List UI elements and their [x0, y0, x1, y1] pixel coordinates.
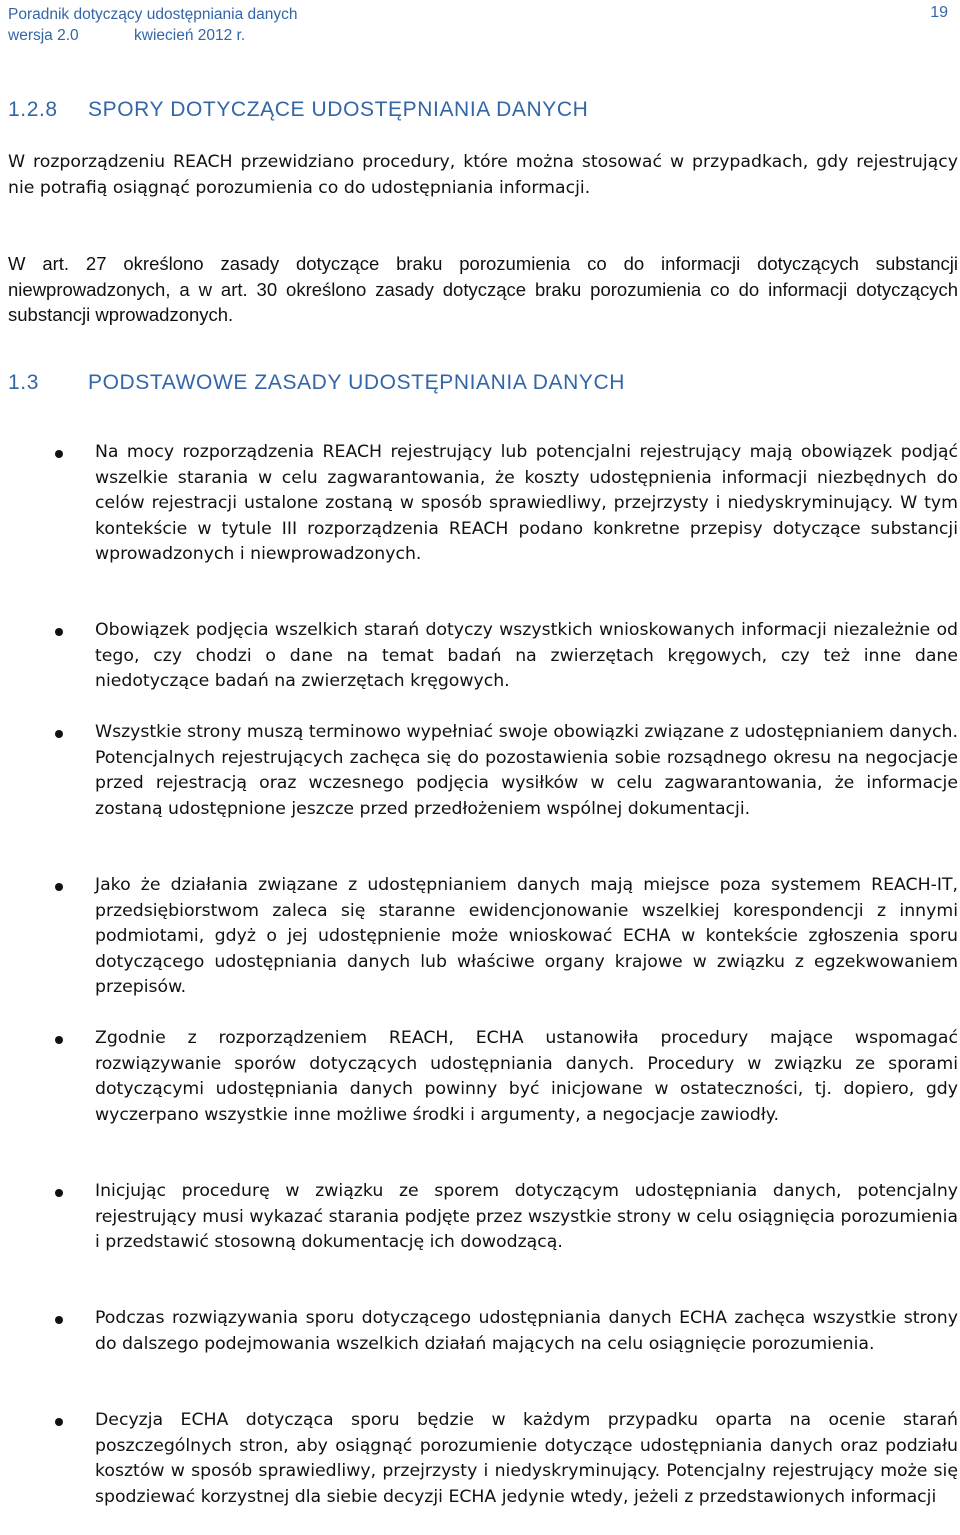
list-item-text: Jako że działania związane z udostępnianiem danych mają miejsce poza systemem REACH-IT, przedsiębiorstwom zaleca się staranne ewidencjonowanie wszelkiej korespondencji z innymi podmiotami, gdyż o jej udostępnienie może wnioskować ECHA w kontekście zgłoszenia sporu dotyczącego udostępniania danych lub właściwe organy krajowe w związku z egzekwowaniem przepisów.	[95, 875, 958, 998]
bullet-icon	[55, 1189, 63, 1197]
list-item-text: Wszystkie strony muszą terminowo wypełniać swoje obowiązki związane z udostępnianiem danych. Potencjalnych rejestrujących zachęca się do pozostawienia sobie rozsądnego okresu na negocjacje przed rejestracją oraz wczesnego podjęcia wysiłków w celu zagwarantowania, że informacje zostaną udostępnione jeszcze przed przedłożeniem wspólnej dokumentacji.	[95, 722, 958, 819]
list-item-text: Inicjując procedurę w związku ze sporem dotyczącym udostępniania danych, potencjalny rejestrujący musi wykazać starania podjęte przez wszystkie strony w celu osiągnięcia porozumienia i przedstawić stosowną dokumentację ich dowodzącą.	[95, 1181, 958, 1253]
list-item-text: Obowiązek podjęcia wszelkich starań dotyczy wszystkich wnioskowanych informacji niezależnie od tego, czy chodzi o dane na temat badań na zwierzętach kręgowych, czy też inne dane niedotyczące badań na zwierzętach kręgowych.	[95, 620, 958, 692]
version: wersja 2.0	[8, 27, 79, 44]
section-title: SPORY DOTYCZĄCE UDOSTĘPNIANIA DANYCH	[88, 98, 589, 121]
version-row	[8, 25, 298, 46]
list-item-text: Zgodnie z rozporządzeniem REACH, ECHA ustanowiła procedury mające wspomagać rozwiązywanie sporów dotyczących udostępniania danych. Procedury w związku ze sporami dotyczącymi udostępniania danych powinny być inicjowane w ostateczności, tj. dopiero, gdy wyczerpano wszystkie inne możliwe środki i argumenty, a negocjacje zawiodły.	[95, 1028, 958, 1125]
section-heading-1-3	[8, 369, 625, 397]
bullet-icon	[55, 1316, 63, 1324]
paragraph-reach-procedures: W rozporządzeniu REACH przewidziano procedury, które można stosować w przypadkach, gdy rejestrujący nie potrafią osiągnąć porozumienia co do udostępniania informacji.	[8, 152, 958, 198]
paragraph-articles: W art. 27 określono zasady dotyczące braku porozumienia co do informacji dotyczących substancji niewprowadzonych, a w art. 30 określono zasady dotyczące braku porozumienia co do informacji dotyczących substancji wprowadzonych.	[8, 253, 958, 326]
list-item-text: Decyzja ECHA dotycząca sporu będzie w każdym przypadku oparta na ocenie starań poszczególnych stron, aby osiągnąć porozumienie dotyczące udostępniania danych oraz podziału kosztów w sposób sprawiedliwy, przejrzysty i niedyskryminujący. Potencjalny rejestrujący może się spodziewać korzystnej dla siebie decyzji ECHA jedynie wtedy, jeżeli z przedstawionych informacji	[95, 1410, 958, 1507]
list-item-text: Na mocy rozporządzenia REACH rejestrujący lub potencjalni rejestrujący mają obowiązek podjąć wszelkie starania w celu zagwarantowania, że koszty udostępnienia informacji niezbędnych do celów rejestracji ustalone zostaną w sposób sprawiedliwy, przejrzysty i niedyskryminujący. W tym kontekście w tytule III rozporządzenia REACH podano konkretne przepisy dotyczące substancji wprowadzonych i niewprowadzonych.	[95, 442, 958, 565]
bullet-icon	[55, 730, 63, 738]
bullet-icon	[55, 628, 63, 636]
bullet-icon	[55, 450, 63, 458]
section-number: 1.3	[8, 371, 39, 394]
doc-title: Poradnik dotyczący udostępniania danych	[8, 6, 298, 23]
list-item-text: Podczas rozwiązywania sporu dotyczącego udostępniania danych ECHA zachęca wszystkie strony do dalszego podejmowania wszelkich działań mających na celu osiągnięcie porozumienia.	[95, 1308, 958, 1354]
section-heading-1-2-8	[8, 96, 588, 124]
bullet-icon	[55, 1418, 63, 1426]
page-header	[8, 4, 948, 44]
bullet-icon	[55, 883, 63, 891]
page-number: 19	[930, 4, 948, 21]
header-left	[8, 4, 298, 46]
section-number: 1.2.8	[8, 98, 58, 121]
section-title: PODSTAWOWE ZASADY UDOSTĘPNIANIA DANYCH	[88, 371, 625, 394]
date: kwiecień 2012 r.	[134, 27, 246, 44]
bullet-icon	[55, 1036, 63, 1044]
